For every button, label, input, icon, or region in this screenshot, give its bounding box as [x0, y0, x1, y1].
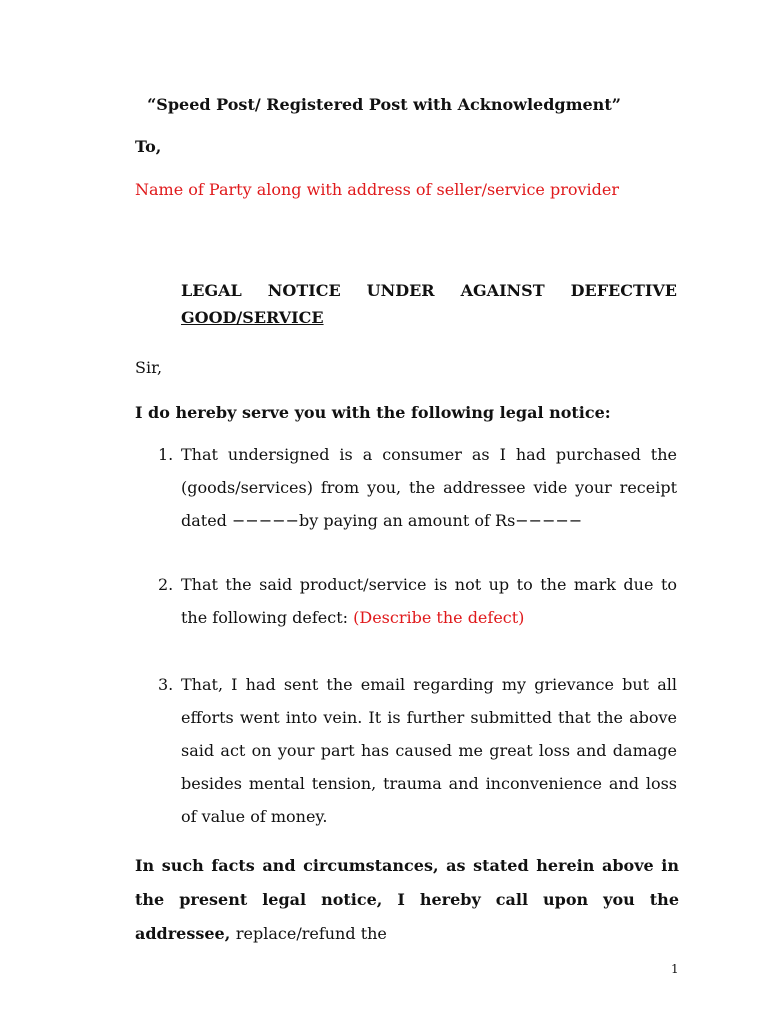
title-word: AGAINST: [460, 281, 545, 300]
intro-statement: I do hereby serve you with the following legal notice:: [135, 403, 611, 422]
closing-bold-text: In such facts and circumstances, as stated herein above in the present legal notice, I hereby call upon you the addressee,: [135, 856, 679, 943]
party-address-placeholder: Name of Party along with address of seller/service provider: [135, 180, 619, 199]
closing-paragraph: [135, 849, 679, 951]
notice-title-line1: [181, 274, 677, 308]
defect-placeholder: (Describe the defect): [353, 608, 525, 627]
post-type-heading: “Speed Post/ Registered Post with Acknowledgment”: [147, 95, 621, 114]
list-item: [181, 568, 677, 634]
title-word: UNDER: [366, 281, 435, 300]
to-label: To,: [135, 137, 162, 156]
list-item-text: That the said product/service is not up to the mark due to the following defect:: [181, 575, 677, 627]
title-word: LEGAL: [181, 281, 242, 300]
list-item-number: 1.: [158, 445, 174, 464]
list-item-text: That undersigned is a consumer as I had purchased the (goods/services) from you, the addressee vide your receipt dated −−−−−by paying an amount of Rs−−−−−: [181, 445, 677, 530]
list-item-text: That, I had sent the email regarding my grievance but all efforts went into vein. It is further submitted that the above said act on your part has caused me great loss and damage besides mental tension, trauma and inconvenience and loss of value of money.: [181, 675, 677, 826]
list-item-number: 3.: [158, 675, 174, 694]
salutation: Sir,: [135, 358, 163, 377]
title-word: NOTICE: [267, 281, 341, 300]
list-item-number: 2.: [158, 575, 174, 594]
notice-title-line2: GOOD/SERVICE: [181, 308, 324, 327]
title-word: DEFECTIVE: [570, 281, 677, 300]
closing-normal-text: replace/refund the: [235, 924, 387, 943]
page-number: 1: [671, 962, 679, 976]
